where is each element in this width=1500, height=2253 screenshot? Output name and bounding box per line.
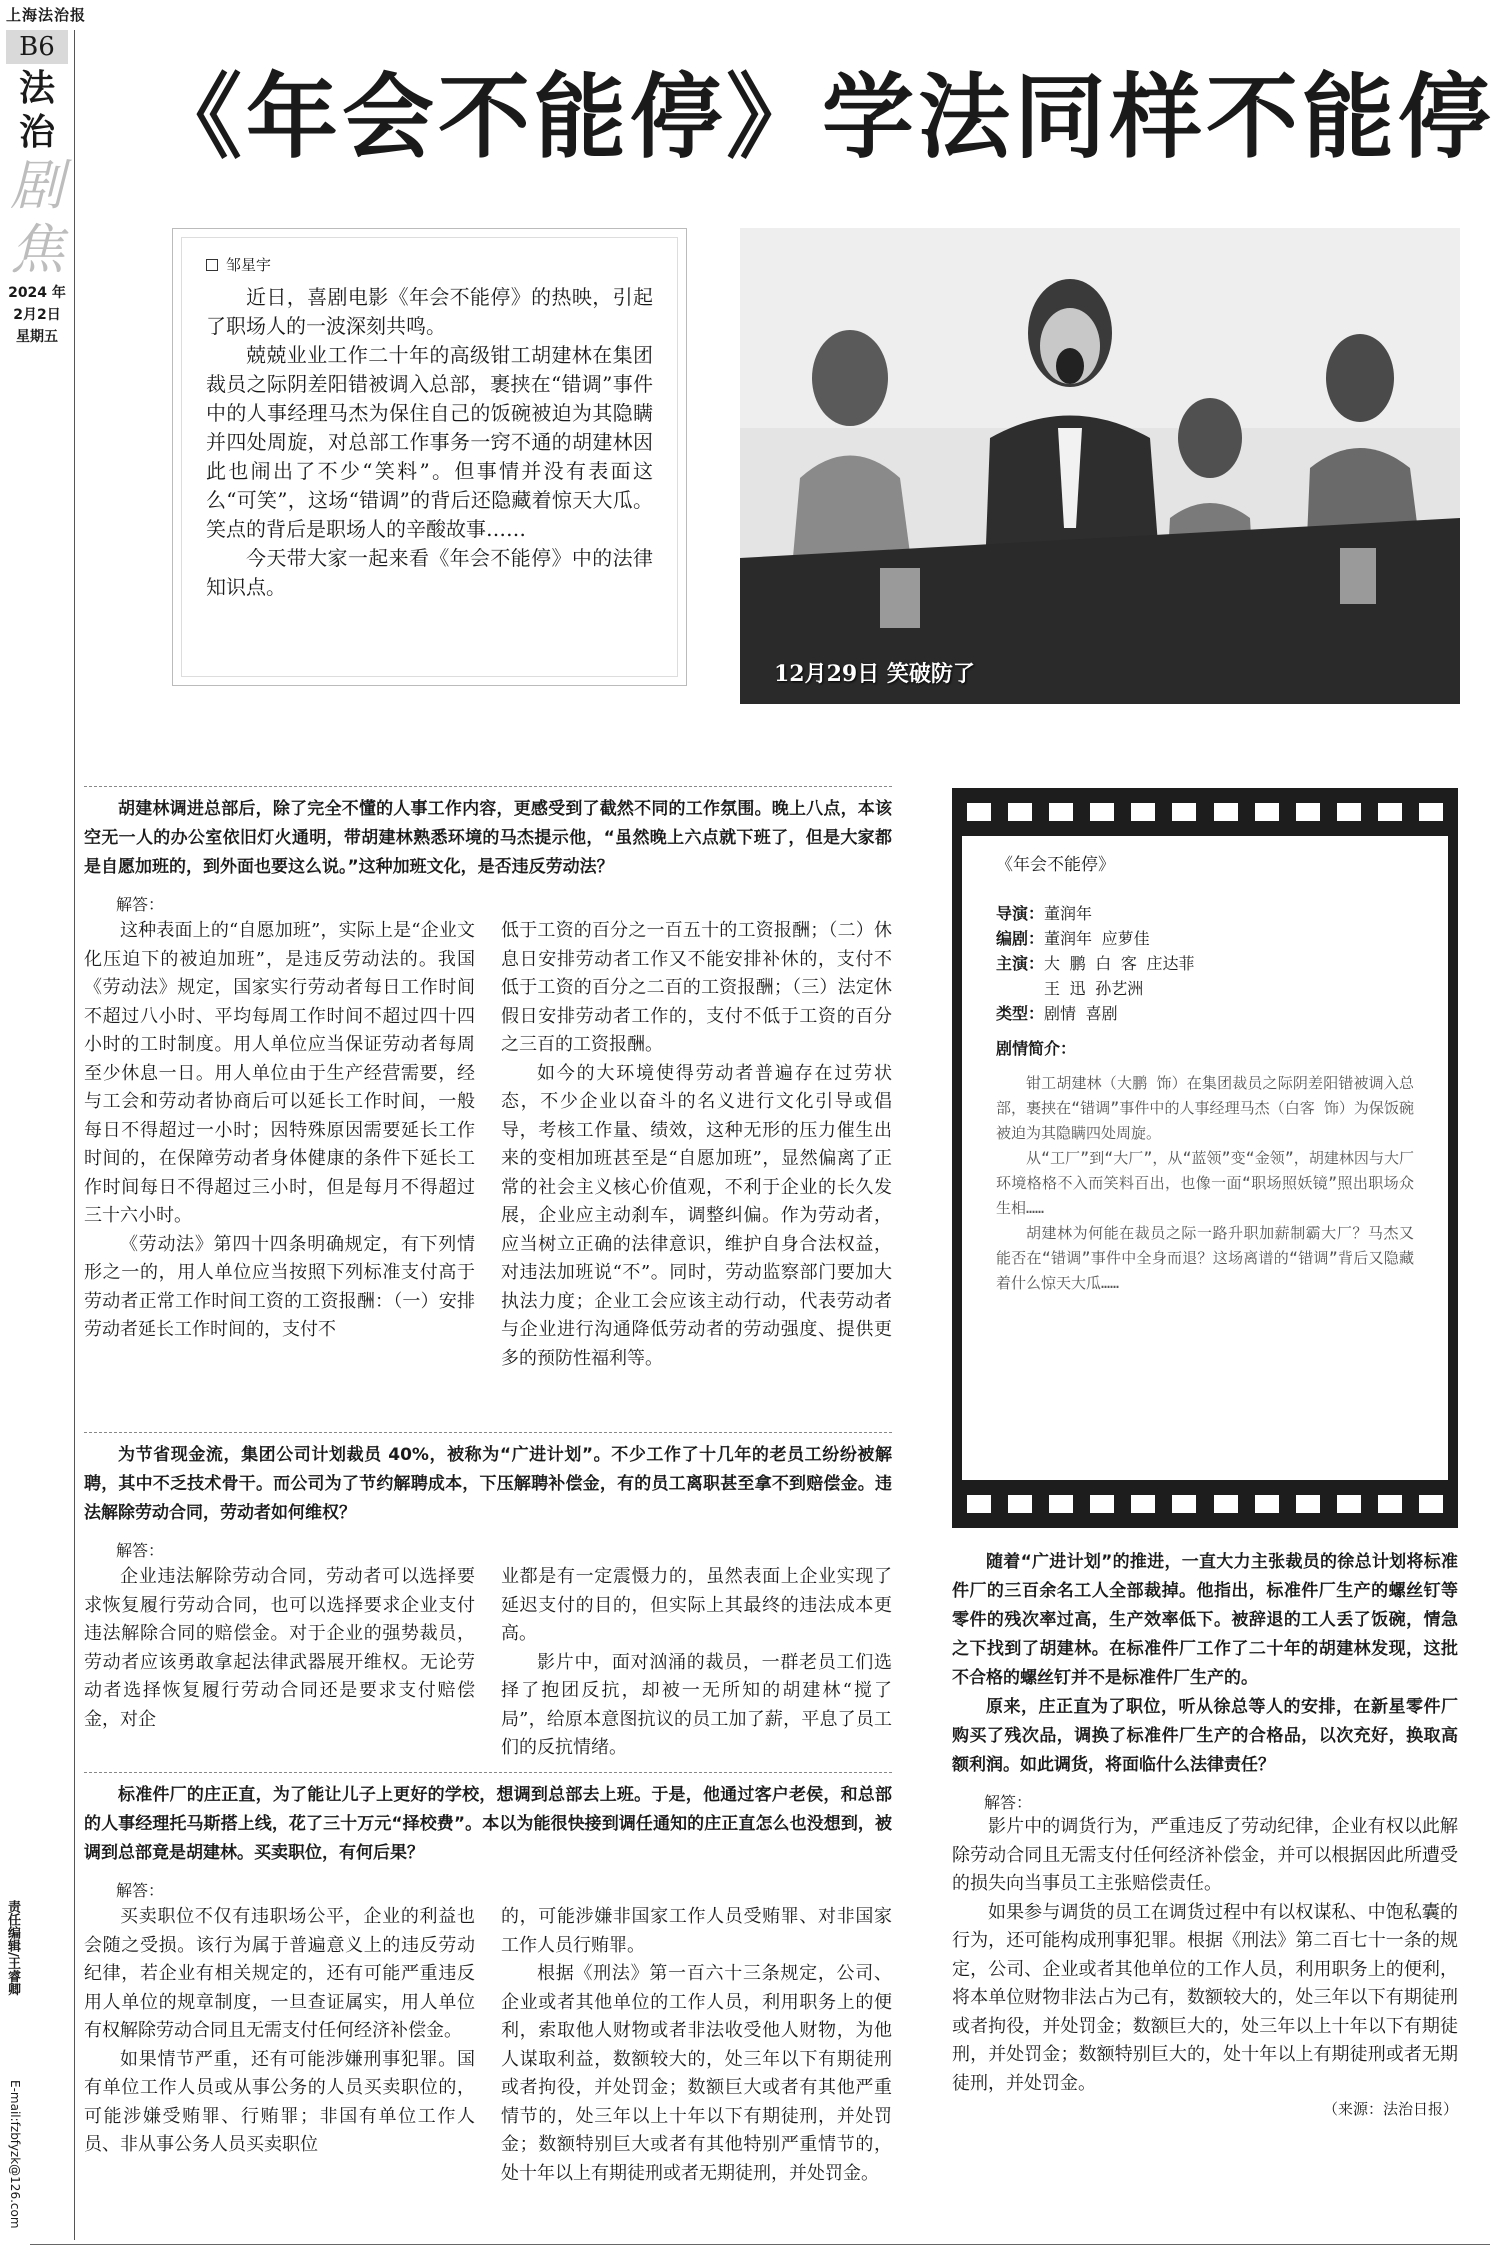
page-number: B6	[6, 30, 68, 64]
synopsis-paragraph: 胡建林为何能在裁员之际一路升职加薪制霸大厂？马杰又能否在“错调”事件中全身而退？这场离谱的“错调”背后又隐藏着什么惊天大瓜……	[996, 1224, 1414, 1292]
square-icon	[206, 259, 218, 271]
question-text: 胡建林调进总部后，除了完全不懂的人事工作内容，更感受到了截然不同的工作氛围。晚上八点，本该空无一人的办公室依旧灯火通明，带胡建林熟悉环境的马杰提示他，“虽然晚上六点就下班了，但是大家都是自愿加班的，到外面也要这么说。”这种加班文化，是否违反劳动法？	[84, 799, 892, 877]
author-line	[206, 254, 653, 275]
body-paragraph: 如今的大环境使得劳动者普遍存在过劳状态，不少企业以奋斗的名义进行文化引导或倡导，考核工作量、绩效，这种无形的压力催生出来的变相加班甚至是“自愿加班”，显然偏离了正常的社会主义核心价值观，不利于企业的长久发展，企业应主动刹车，调整纠偏。作为劳动者，应当树立正确的法律意识，维护自身合法权益，对违法加班说“不”。同时，劳动监察部门要加大执法力度；企业工会应该主动行动，代表劳动者与企业进行沟通降低劳动者的劳动强度、提供更多的预防性福利等。	[501, 1062, 892, 1369]
section-title: 法治	[18, 67, 55, 153]
editor-credit: 责任编辑/王睿卿	[5, 1900, 20, 1996]
film-genre-row: 类型：剧情 喜剧	[996, 1004, 1118, 1023]
question-text: 为节省现金流，集团公司计划裁员 40%，被称为“广进计划”。不少工作了十几年的老员工纷纷被解聘，其中不乏技术骨干。而公司为了节约解聘成本，下压解聘补偿金，有的员工离职甚至拿不到赔偿金。违法解除劳动合同，劳动者如何维权？	[84, 1445, 892, 1523]
film-perforations-top	[952, 792, 1458, 832]
film-writer-row: 编剧：董润年 应萝佳	[996, 929, 1150, 948]
section-subtitle: 剧焦	[10, 154, 64, 281]
body-paragraph: 根据《刑法》第一百六十三条规定，公司、企业或者其他单位的工作人员，利用职务上的便利，索取他人财物或者非法收受他人财物，为他人谋取利益，数额较大的，处三年以下有期徒刑或者拘役，并处罚金；数额巨大或者有其他严重情节的，处三年以上十年以下有期徒刑，并处罚金；数额特别巨大或者有其他特别严重情节的，处十年以上有期徒刑或者无期徒刑，并处罚金。	[501, 1963, 892, 2184]
body-paragraph: 这种表面上的“自愿加班”，实际上是“企业文化压迫下的被迫加班”，是违反劳动法的。我国《劳动法》规定，国家实行劳动者每日工作时间不超过八小时、平均每周工作时间不超过四十四小时的工时制度。用人单位应当保证劳动者每周至少休息一日。用人单位由于生产经营需要，经与工会和劳动者协商后可以延长工作时间，一般每日不得超过一小时；因特殊原因需要延长工作时间的，在保障劳动者身体健康的条件下延长工作时间每日不得超过三小时，但是每月不得超过三十六小时。	[84, 920, 475, 1226]
answer-label: 解答：	[116, 1541, 165, 1560]
film-title: 《年会不能停》	[996, 855, 1115, 875]
lead-paragraph: 近日，喜剧电影《年会不能停》的热映，引起了职场人的一波深刻共鸣。	[206, 285, 653, 338]
photo-caption: 12月29日 笑破防了	[774, 661, 975, 687]
film-cast-row-2: 王 迅 孙艺洲	[1044, 979, 1144, 998]
body-paragraph: 低于工资的百分之一百五十的工资报酬；（二）休息日安排劳动者工作又不能安排补休的，支付不低于工资的百分之二百的工资报酬；（三）法定休假日安排劳动者工作的，支付不低于工资的百分之三百的工资报酬。	[501, 920, 892, 1055]
question-text: 原来，庄正直为了职位，听从徐总等人的安排，在新星零件厂购买了残次品，调换了标准件厂生产的合格品，以次充好，换取高额利润。如此调货，将面临什么法律责任？	[952, 1697, 1458, 1775]
question-text: 标准件厂的庄正直，为了能让儿子上更好的学校，想调到总部去上班。于是，他通过客户老侯，和总部的人事经理托马斯搭上线，花了三十万元“择校费”。本以为能很快接到调任通知的庄正直怎么也没想到，被调到总部竟是胡建林。买卖职位，有何后果？	[84, 1785, 892, 1863]
section-column	[6, 66, 68, 348]
masthead: 上海法治报	[6, 6, 87, 24]
lead-paragraph: 今天带大家一起来看《年会不能停》中的法律知识点。	[206, 546, 653, 599]
movie-still-illustration	[740, 228, 1460, 704]
rail-divider	[74, 30, 75, 2240]
body-paragraph: 影片中，面对汹涌的裁员，一群老员工们选择了抱团反抗，却被一无所知的胡建林“搅了局”，给原本意图抗议的员工加了薪，平息了员工们的反抗情绪。	[501, 1651, 892, 1758]
source-credit: （来源：法治日报）	[1322, 2100, 1458, 2118]
body-paragraph: 《劳动法》第四十四条明确规定，有下列情形之一的，用人单位应当按照下列标准支付高于劳动者正常工作时间工资的工资报酬：（一）安排劳动者延长工作时间的，支付不	[84, 1233, 475, 1340]
body-paragraph: 企业违法解除劳动合同，劳动者可以选择要求恢复履行劳动合同，也可以选择要求企业支付违法解除合同的赔偿金。对于企业的强势裁员，劳动者应该勇敢拿起法律武器展开维权。无论劳动者选择恢复履行劳动合同还是要求支付赔偿金，对企	[84, 1566, 475, 1730]
body-paragraph: 的，可能涉嫌非国家工作人员受贿罪、对非国家工作人员行贿罪。	[501, 1906, 892, 1956]
answer-label: 解答：	[984, 1793, 1033, 1812]
qa-section-product-swap	[952, 1548, 1458, 2119]
editor-email: E-mail:fzbfyzk@126.com	[8, 2080, 22, 2229]
synopsis-paragraph: 从“工厂”到“大厂”，从“蓝领”变“金领”，胡建林因与大厂环境格格不入而笑料百出，也像一面“职场照妖镜”照出职场众生相……	[996, 1149, 1414, 1217]
film-perforations-bottom	[952, 1484, 1458, 1524]
body-paragraph: 买卖职位不仅有违职场公平，企业的利益也会随之受损。该行为属于普遍意义上的违反劳动纪律，若企业有相关规定的，还有可能严重违反用人单位的规章制度，一旦查证属实，用人单位有权解除劳动合同且无需支付任何经济补偿金。	[84, 1906, 475, 2041]
lead-box	[172, 228, 687, 686]
body-paragraph: 业都是有一定震慑力的，虽然表面上企业实现了延迟支付的目的，但实际上其最终的违法成本更高。	[501, 1566, 892, 1644]
lead-paragraph: 兢兢业业工作二十年的高级钳工胡建林在集团裁员之际阴差阳错被调入总部，裹挟在“错调”事件中的人事经理马杰为保住自己的饭碗被迫为其隐瞒并四处周旋，对总部工作事务一窍不通的胡建林因此也闹出了不少“笑料”。但事情并没有表面这么“可笑”，这场“错调”的背后还隐藏着惊天大瓜。笑点的背后是职场人的辛酸故事……	[206, 343, 653, 541]
body-paragraph: 如果情节严重，还有可能涉嫌刑事犯罪。国有单位工作人员或从事公务的人员买卖职位的，可能涉嫌受贿罪、行贿罪；非国有单位工作人员、非从事公务人员买卖职位	[84, 2048, 475, 2155]
film-cast-row: 主演：大 鹏 白 客 庄达菲	[996, 954, 1195, 973]
synopsis-paragraph: 钳工胡建林（大鹏 饰）在集团裁员之际阴差阳错被调入总部，裹挟在“错调”事件中的人事经理马杰（白客 饰）为保饭碗被迫为其隐瞒四处周旋。	[996, 1074, 1414, 1142]
body-paragraph: 影片中的调货行为，严重违反了劳动纪律，企业有权以此解除劳动合同且无需支付任何经济补偿金，并可以根据因此所遭受的损失向当事员工主张赔偿责任。	[952, 1816, 1458, 1894]
qa-section-position-buying	[84, 1772, 892, 2188]
qa-section-layoffs	[84, 1432, 892, 1763]
question-text: 随着“广进计划”的推进，一直大力主张裁员的徐总计划将标准件厂的三百余名工人全部裁掉。他指出，标准件厂生产的螺丝钉等零件的残次率过高，生产效率低下。被辞退的工人丢了饭碗，情急之下找到了胡建林。在标准件厂工作了二十年的胡建林发现，这批不合格的螺丝钉并不是标准件厂生产的。	[952, 1552, 1458, 1688]
film-info-box	[952, 788, 1458, 1528]
film-director-row: 导演：董润年	[996, 904, 1093, 923]
answer-label: 解答：	[116, 1881, 165, 1900]
date-month-day: 2月2日	[13, 307, 61, 323]
answer-label: 解答：	[116, 895, 165, 914]
author-name: 邹星宇	[226, 256, 272, 274]
synopsis-label: 剧情简介：	[996, 1039, 1077, 1058]
body-paragraph: 如果参与调货的员工在调货过程中有以权谋私、中饱私囊的行为，还可能构成刑事犯罪。根据《刑法》第二百七十一条的规定，公司、企业或者其他单位的工作人员，利用职务上的便利，将本单位财物非法占为己有，数额较大的，处三年以下有期徒刑或者拘役，并处罚金；数额巨大的，处三年以上十年以下有期徒刑，并处罚金；数额特别巨大的，处十年以上有期徒刑或者无期徒刑，并处罚金。	[952, 1901, 1458, 2094]
date-weekday: 星期五	[16, 329, 58, 345]
movie-still-photo	[740, 228, 1460, 704]
date-year: 2024 年	[8, 285, 66, 301]
headline: 《年会不能停》学法同样不能停	[150, 63, 1495, 171]
bottom-rule	[30, 2244, 1490, 2245]
qa-section-overtime	[84, 786, 892, 1373]
